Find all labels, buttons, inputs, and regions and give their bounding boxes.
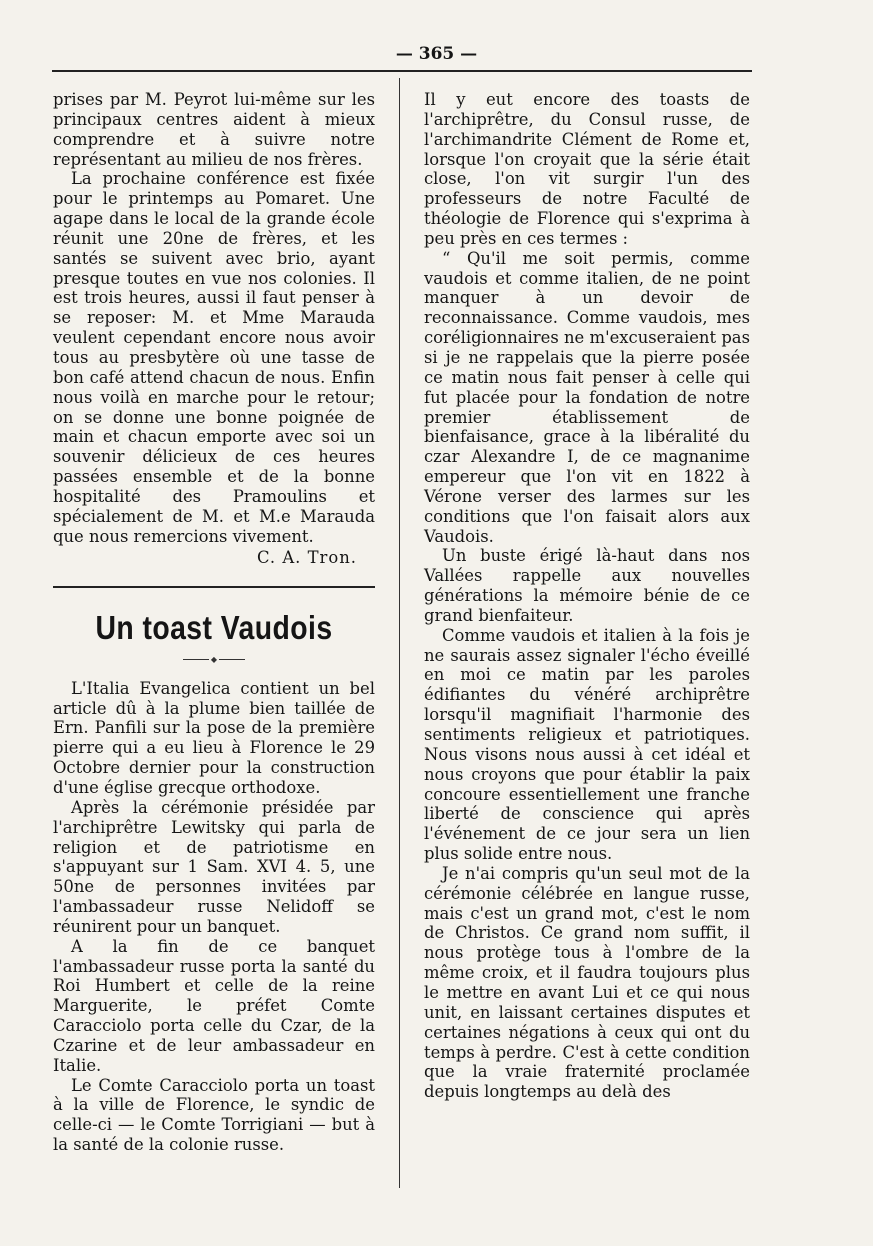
paragraph: prises par M. Peyrot lui-même sur les principaux centres aident à mieux comprendre et à suivre notre représentant au milieu de nos frères. — [53, 90, 375, 169]
article-title: Un toast Vaudois — [95, 609, 333, 647]
paragraph: Comme vaudois et italien à la fois je ne saurais assez signaler l'écho éveillé en moi ce matin par les paroles édifiantes du vénéré archiprêtre lorsqu'il magnifiait l'harmonie des sentiments religieux et patriotiques. Nous visons nous aussi à cet idéal et nous croyons que pour établir la paix concoure essentiellement une franche liberté de conscience qui après l'événement de ce jour sera un lien plus solide entre nous. — [424, 625, 750, 864]
section-rule — [53, 586, 375, 588]
author-signature: C. A. Tron. — [256, 548, 357, 568]
paragraph: Il y eut encore des toasts de l'archiprêtre, du Consul russe, de l'archimandrite Clément de Rome et, lorsque l'on croyait que la série était close, l'on vit surgir l'un des professeurs de notre Faculté de théologie de Florence qui s'exprima à peu près en ces termes : — [424, 90, 750, 248]
paragraph: Après la cérémonie présidée par l'archiprêtre Lewitsky qui parla de religion et de patriotisme en s'appuyant sur 1 Sam. XVI 4. 5, une 50ne de personnes invitées par l'ambassadeur russe Nelidoff se réunirent pour un banquet. — [53, 797, 375, 936]
header-rule — [52, 70, 752, 72]
paragraph: Le Comte Caracciolo porta un toast à la ville de Florence, le syndic de celle-ci — le Comte Torrigiani — but à la santé de la colonie russe. — [53, 1075, 375, 1155]
paragraph: L'Italia Evangelica contient un bel article dû à la plume bien taillée de Ern. Panfili sur la pose de la première pierre qui a eu lieu à Florence le 29 Octobre dernier pour la construction d'une église grecque orthodoxe. — [53, 678, 375, 797]
paragraph: La prochaine conférence est fixée pour le printemps au Pomaret. Une agape dans le local de la grande école réunit une 20ne de frères, et les santés se suivent avec brio, ayant presque toutes en vue nos colonies. Il est trois heures, aussi il faut penser à se reposer: M. et Mme Marauda veulent cependant encore nous avoir tous au presbytère où une tasse de bon café attend chacun de nous. Enfin nous voilà en marche pour le retour; on se donne une bonne poignée de main et chacun emporte avec soi un souvenir délicieux de ces heures passées ensemble et de la bonne hospitalité des Pramoulins et spécialement de M. et M.e Marauda que nous remercions vivement. — [53, 169, 375, 546]
title-ornament: ◆ — [169, 654, 259, 665]
right-column — [424, 90, 750, 1102]
paragraph: A la fin de ce banquet l'ambassadeur russe porta la santé du Roi Humbert et celle de la reine Marguerite, le préfet Comte Caracciolo porta celle du Czar, de la Czarine et de leur ambassadeur en Italie. — [53, 936, 375, 1075]
column-divider — [399, 78, 400, 1188]
paragraph: Un buste érigé là-haut dans nos Vallées rappelle aux nouvelles générations la mémoire bénie de ce grand bienfaiteur. — [424, 546, 750, 625]
page-number: — 365 — — [395, 44, 478, 64]
paragraph: “ Qu'il me soit permis, comme vaudois et comme italien, de ne point manquer à un devoir de reconnaissance. Comme vaudois, mes coréligionnaires ne m'excuseraient pas si je ne rappelais que la pierre posée ce matin nous fait penser à celle qui fut placée pour la fondation de notre premier établissement de bienfaisance, grace à la libéralité du czar Alexandre I, de ce magnanime empereur que l'on vit en 1822 à Vérone verser des larmes sur les conditions que l'on faisait alors aux Vaudois. — [424, 248, 750, 546]
paragraph: Je n'ai compris qu'un seul mot de la cérémonie célébrée en langue russe, mais c'est un grand mot, c'est le nom de Christos. Ce grand nom suffit, il nous protège tous à l'ombre de la même croix, et il faudra toujours plus le mettre en avant Lui et ce qui nous unit, en laissant certaines disputes et certaines négations à ceux qui ont du temps à perdre. C'est à cette condition que la vraie fraternité proclamée depuis longtemps au delà des — [424, 863, 750, 1102]
left-column — [53, 90, 375, 1155]
